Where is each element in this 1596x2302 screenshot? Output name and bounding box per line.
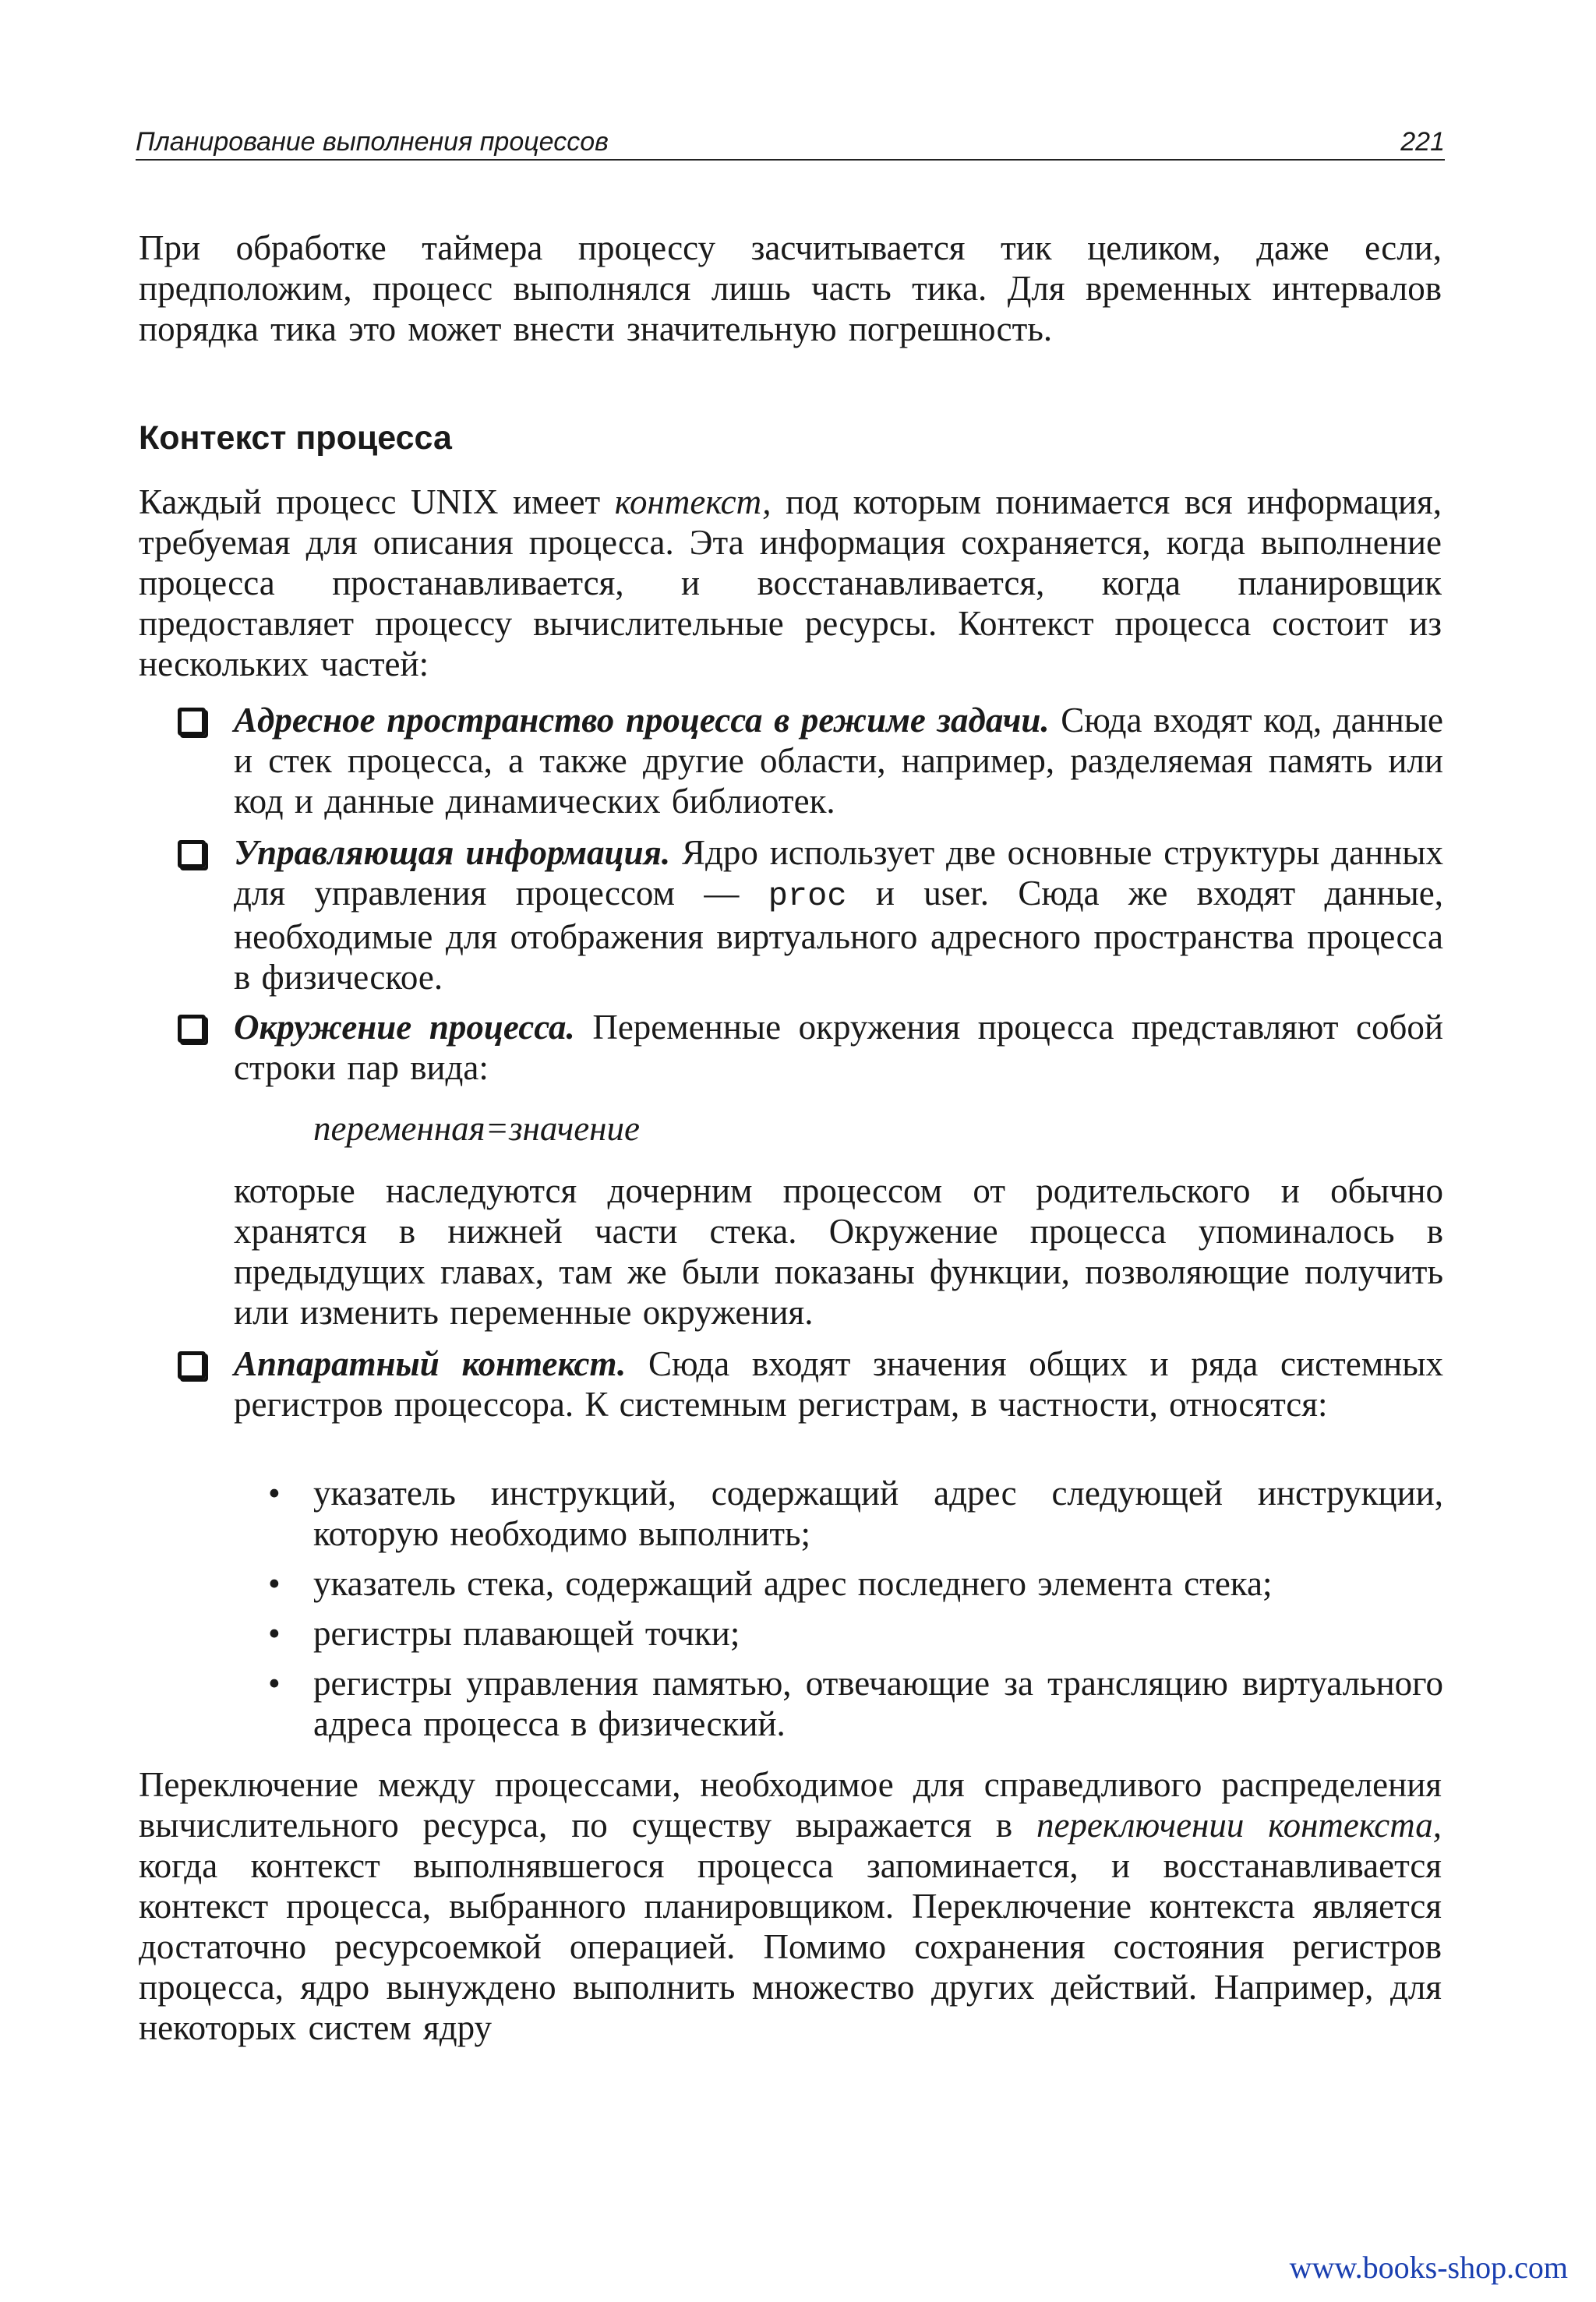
item-text: и user. Сюда же входят данные, необходимые для отображения виртуального адресного пространства процесса в физическое. xyxy=(234,874,1444,997)
environment-continuation: которые наследуются дочерним процессом от родительского и обычно хранятся в нижней части стека. Окружение процесса упоминалось в предыдущих главах, там же были показаны функции, позволяющие получить или изменить переменные окружения. xyxy=(234,1171,1443,1332)
checkbox-bullet-icon xyxy=(178,708,206,736)
checkbox-bullet-icon xyxy=(178,840,206,868)
closing-text-after: когда контекст выполнявшегося процесса запоминается, и восстанавливается контекст процесса, выбранного планировщиком. Переключение контекста является достаточно ресурсоемкой операцией. Помимо сохранения состояния регистров процесса, ядро вынуждено выполнить множество других действий. Например, для некоторых систем ядру xyxy=(139,1846,1442,2047)
bullet-item xyxy=(268,1563,1443,1604)
bullet-text: регистры управления памятью, отвечающие за трансляцию виртуального адреса процесса в физический. xyxy=(313,1664,1443,1743)
bullet-item xyxy=(268,1663,1443,1744)
bullet-text: регистры плавающей точки; xyxy=(313,1614,740,1653)
item-text: Сюда входят значения общих и ряда системных регистров процессора. К системным регистрам, в частности, относятся: xyxy=(234,1344,1443,1424)
running-header xyxy=(136,126,1445,161)
context-paragraph xyxy=(139,482,1442,684)
closing-text-before: Переключение между процессами, необходимое для справедливого распределения вычислительного ресурса, по существу выражается в xyxy=(139,1765,1442,1845)
bullet-dot-icon: • xyxy=(268,1614,281,1653)
context-text-before: Каждый процесс UNIX имеет xyxy=(139,482,615,521)
bullet-text: указатель стека, содержащий адрес последнего элемента стека; xyxy=(313,1564,1273,1603)
closing-term: переключении контекста, xyxy=(1036,1806,1442,1845)
chapter-title: Планирование выполнения процессов xyxy=(136,127,609,157)
bullet-text: указатель инструкций, содержащий адрес следующей инструкции, которую необходимо выполнить; xyxy=(313,1474,1443,1553)
bullet-item xyxy=(268,1613,1443,1654)
context-term: контекст, xyxy=(614,482,772,521)
item-text: Ядро использует две основные структуры данных для управления процессом — xyxy=(234,833,1443,913)
context-text-after: под которым понимается вся информация, требуемая для описания процесса. Эта информация сохраняется, когда выполнение процесса простанавливается, и восстанавливается, когда планировщик предоставляет процессу вычислительные ресурсы. Контекст процесса состоит из нескольких частей: xyxy=(139,482,1442,683)
list-item-address-space xyxy=(234,700,1443,821)
item-code: proc xyxy=(768,877,847,915)
item-text: Сюда входят код, данные и стек процесса, а также другие области, например, разделяемая память или код и данные динамических библиотек. xyxy=(234,701,1443,821)
item-term: Окружение процесса. xyxy=(234,1008,575,1047)
bullet-dot-icon: • xyxy=(268,1474,281,1513)
bullet-dot-icon: • xyxy=(268,1664,281,1703)
intro-paragraph: При обработке таймера процессу засчитывается тик целиком, даже если, предположим, процесс выполнялся лишь часть тика. Для временных интервалов порядка тика это может внести значительную погрешность. xyxy=(139,228,1442,348)
bullet-dot-icon: • xyxy=(268,1564,281,1603)
list-item-environment xyxy=(234,1007,1443,1088)
footer-website-link[interactable]: www.books-shop.com xyxy=(1289,2250,1568,2285)
checkbox-bullet-icon xyxy=(178,1351,206,1379)
bullet-item xyxy=(268,1473,1443,1554)
item-term: Управляющая информация. xyxy=(234,833,671,872)
item-term: Адресное пространство процесса в режиме задачи. xyxy=(234,701,1050,740)
closing-paragraph xyxy=(139,1764,1442,2048)
list-item-control-info xyxy=(234,832,1443,997)
item-text: Переменные окружения процесса представляют собой строки пар вида: xyxy=(234,1008,1443,1087)
list-item-hardware-context xyxy=(234,1343,1443,1425)
item-term: Аппаратный контекст. xyxy=(234,1344,627,1383)
section-heading: Контекст процесса xyxy=(139,419,452,457)
checkbox-bullet-icon xyxy=(178,1015,206,1043)
environment-formula: переменная=значение xyxy=(313,1109,640,1148)
page-number: 221 xyxy=(1400,127,1445,157)
